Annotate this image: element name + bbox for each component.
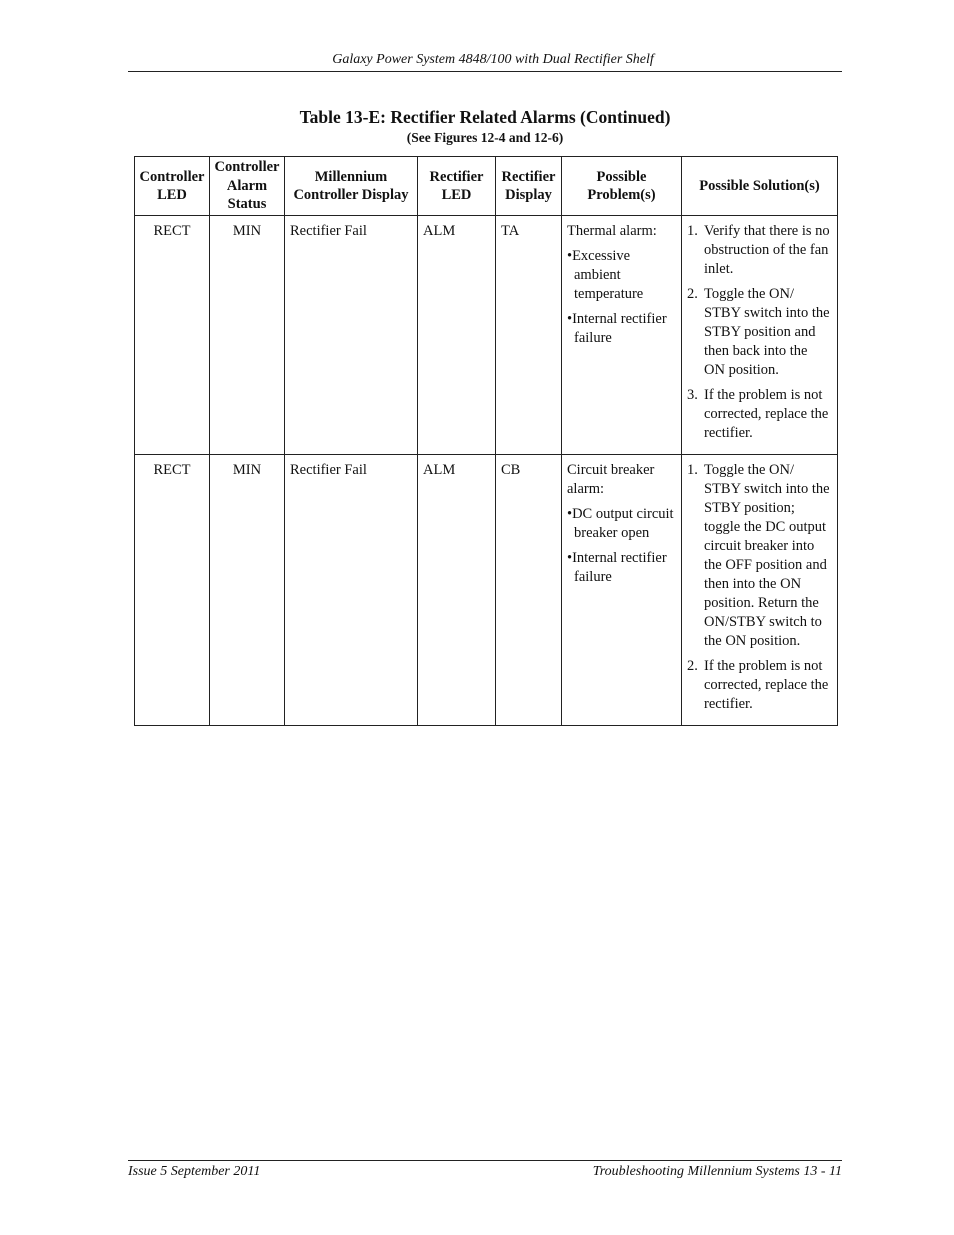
cell-possible-solutions xyxy=(682,216,838,455)
problem-intro: Thermal alarm: xyxy=(567,223,657,239)
solution-step: 3. If the problem is not corrected, replace the rectifier. xyxy=(687,387,829,441)
table-row xyxy=(135,455,838,726)
col-header-controller-led: Controller LED xyxy=(135,157,210,216)
col-header-rectifier-display: Rectifier Display xyxy=(496,157,562,216)
cell-alarm-status: MIN xyxy=(210,455,285,726)
cell-possible-solutions xyxy=(682,455,838,726)
cell-controller-led: RECT xyxy=(135,216,210,455)
col-header-rectifier-led: Rectifier LED xyxy=(418,157,496,216)
footer-section-page: Troubleshooting Millennium Systems 13 - 11 xyxy=(592,1164,842,1179)
solution-step: 2. Toggle the ON/ STBY switch into the STBY position and then back into the ON position. xyxy=(687,286,830,378)
cell-rectifier-display: TA xyxy=(496,216,562,455)
cell-rectifier-led: ALM xyxy=(418,455,496,726)
cell-controller-display: Rectifier Fail xyxy=(285,455,418,726)
problem-bullet: •Internal rectifier failure xyxy=(567,550,667,585)
table-title: Table 13-E: Rectifier Related Alarms (Continued) xyxy=(299,107,671,127)
solution-step: 1. Verify that there is no obstruction of the fan inlet. xyxy=(687,223,830,277)
problem-bullet: •Excessive ambient temperature xyxy=(567,248,644,302)
col-header-controller-alarm-status: Controller Alarm Status xyxy=(210,157,285,216)
rectifier-alarms-table xyxy=(134,156,838,726)
cell-controller-display: Rectifier Fail xyxy=(285,216,418,455)
solution-steps xyxy=(687,222,832,443)
table-header-row xyxy=(135,157,838,216)
table-subtitle: (See Figures 12-4 and 12-6) xyxy=(406,130,564,145)
col-header-possible-solutions: Possible Solution(s) xyxy=(682,157,838,216)
solution-step: 1. Toggle the ON/ STBY switch into the STBY position; toggle the DC output circuit breaker into the OFF position and then into the ON position. Return the ON/STBY switch to the ON position. xyxy=(687,462,830,649)
page-header xyxy=(128,52,842,72)
solution-step: 2. If the problem is not corrected, replace the rectifier. xyxy=(687,658,829,712)
cell-alarm-status: MIN xyxy=(210,216,285,455)
cell-rectifier-display: CB xyxy=(496,455,562,726)
footer-issue-date: Issue 5 September 2011 xyxy=(128,1164,261,1179)
page-footer xyxy=(128,1160,842,1180)
col-header-millennium-controller-display: Millennium Controller Display xyxy=(285,157,418,216)
problem-bullet: •Internal rectifier failure xyxy=(567,311,667,346)
cell-possible-problems xyxy=(562,216,682,455)
problem-bullet: •DC output circuit breaker open xyxy=(567,506,674,541)
problem-intro: Circuit breaker alarm: xyxy=(567,462,655,497)
col-header-possible-problems: Possible Problem(s) xyxy=(562,157,682,216)
solution-steps xyxy=(687,461,832,714)
cell-rectifier-led: ALM xyxy=(418,216,496,455)
header-title: Galaxy Power System 4848/100 with Dual Rectifier Shelf xyxy=(332,52,654,67)
cell-possible-problems xyxy=(562,455,682,726)
table-row xyxy=(135,216,838,455)
cell-controller-led: RECT xyxy=(135,455,210,726)
